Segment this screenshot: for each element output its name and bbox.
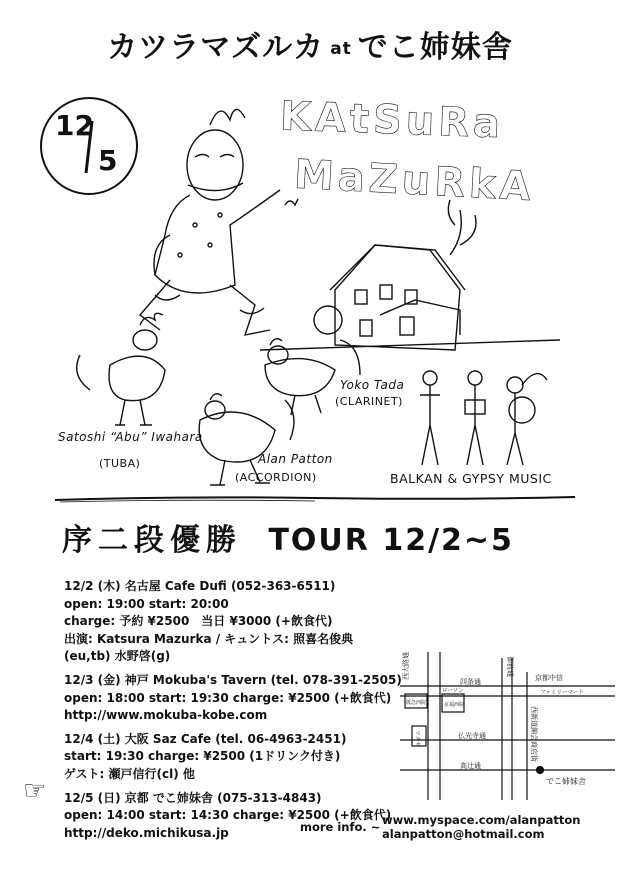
event-line: 出演: Katsura Mazurka / キュントス: 照喜名俊典 — [64, 631, 354, 646]
section-divider — [55, 492, 575, 506]
event-kyoto — [64, 790, 434, 843]
date-day: 5 — [98, 144, 118, 177]
map-label: 西大路通 — [402, 652, 410, 680]
event-line: open: 18:00 start: 19:30 charge: ¥2500 (+飲食代) — [64, 690, 392, 705]
event-line: charge: 予約 ¥2500 当日 ¥3000 (+飲食代) — [64, 614, 333, 629]
map-road — [502, 658, 512, 800]
email-link[interactable]: alanpatton@hotmail.com — [382, 827, 545, 841]
map-label: 西新道錦会商店街 — [530, 706, 538, 762]
tour-heading — [62, 515, 514, 559]
member-tuba-name: Satoshi “Abu” Iwahara — [58, 430, 203, 444]
map-label: でこ姉妹舎 — [546, 777, 586, 786]
member-accordion-name: Alan Patton — [258, 452, 333, 466]
map-label: 京福西院 — [444, 702, 465, 708]
member-clarinet-instrument: (CLARINET) — [335, 395, 403, 408]
tour-name: 序二段優勝 — [62, 523, 242, 558]
date-month: 12 — [55, 109, 94, 142]
event-nagoya — [64, 578, 434, 666]
event-line: 12/3 (金) 神戸 Mokuba's Tavern (tel. 078-391-2505) — [64, 672, 402, 687]
map-label: 四条通 — [460, 678, 481, 686]
map-road — [428, 652, 440, 800]
event-line: 12/5 (日) 京都 でこ姉妹舎 (075-313-4843) — [64, 790, 322, 805]
pointing-hand-icon: ☞ — [23, 776, 47, 806]
map-venue-marker — [537, 767, 544, 774]
contact-links — [382, 813, 580, 841]
map-label: ローソン — [442, 688, 464, 694]
event-url-link[interactable]: http://deko.michikusa.jp — [64, 825, 229, 840]
more-info-label: more info. ~ — [300, 820, 381, 834]
event-line: start: 19:30 charge: ¥2500 (1ドリンク付き) — [64, 749, 341, 764]
title-venue: でこ姉妹舎 — [357, 30, 513, 65]
genre-label: BALKAN & GYPSY MUSIC — [390, 471, 552, 486]
house-illustration — [260, 200, 560, 350]
band-name-line2: MaZuRkA — [292, 151, 536, 211]
member-clarinet-name: Yoko Tada — [340, 378, 405, 392]
event-line: ゲスト: 瀬戸信行(cl) 他 — [64, 766, 195, 781]
map-label: ツタヤ — [414, 730, 420, 747]
map-label: 高辻通 — [460, 762, 481, 770]
event-url-link[interactable]: http://www.mokuba-kobe.com — [64, 708, 268, 723]
event-line: 12/4 (土) 大阪 Saz Cafe (tel. 06-4963-2451) — [64, 731, 347, 746]
member-accordion-instrument: (ACCORDION) — [235, 471, 317, 484]
title-band-katakana: カツラマズルカ — [107, 30, 325, 65]
event-line: open: 19:00 start: 20:00 — [64, 596, 229, 611]
event-line: open: 14:00 start: 14:30 charge: ¥2500 (+飲食代) — [64, 808, 392, 823]
event-line: 12/2 (木) 名古屋 Cafe Dufi (052-363-6511) — [64, 579, 336, 593]
map-label: 阪急西院 — [406, 700, 427, 706]
event-osaka — [64, 731, 434, 784]
events-list — [64, 578, 434, 848]
title-at: at — [330, 38, 352, 59]
dancer-illustration — [140, 109, 298, 335]
website-link[interactable]: www.myspace.com/alanpatton — [382, 813, 581, 827]
map-label: ファミリーマート — [540, 690, 584, 696]
musicians-illustration — [420, 371, 547, 465]
map-label: 御前通 — [506, 656, 514, 677]
band-name-line1: KAtSuRa — [279, 93, 505, 148]
event-kobe — [64, 672, 434, 725]
rooster-tuba-illustration — [77, 313, 165, 425]
event-line: (eu,tb) 水野啓(g) — [64, 649, 171, 664]
venue-map — [400, 640, 615, 800]
tour-label: TOUR 12/2~5 — [268, 523, 514, 558]
flyer-title — [0, 22, 620, 66]
map-label: 仏光寺通 — [458, 732, 486, 740]
map-label: 京都中信 — [535, 674, 563, 682]
member-tuba-instrument: (TUBA) — [99, 457, 141, 470]
